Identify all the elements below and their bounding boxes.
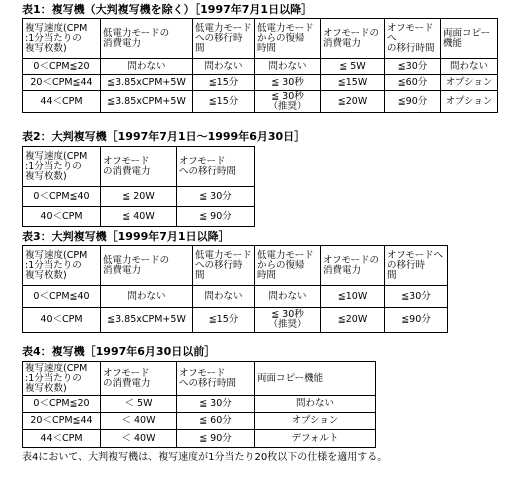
table-cell: ≦ 5W [321, 59, 385, 75]
table-cell: ≦ 30秒 （推奨） [255, 308, 321, 333]
table-row [23, 91, 498, 113]
table-row [23, 207, 255, 227]
table-cell: ≦ 30分 [177, 396, 255, 413]
table-row [23, 286, 448, 308]
table-cell: ≦20W [321, 308, 385, 333]
table3-title: 表3：大判複写機［1999年7月1日以降］ [22, 230, 230, 243]
table-cell: 40＜CPM [23, 308, 101, 333]
column-header: 低電力モードの 消費電力 [101, 246, 193, 286]
table-cell: ≦3.85xCPM+5W [101, 91, 193, 113]
table-cell: ＜ 40W [101, 430, 177, 448]
column-header: 複写速度(CPM :1分当たりの 複写枚数) [23, 362, 101, 396]
table-row [23, 59, 498, 75]
table-cell: 44＜CPM [23, 91, 101, 113]
table-cell: ≦ 30秒 [255, 75, 321, 91]
table-cell: ≦15分 [193, 91, 255, 113]
table-row [23, 396, 376, 413]
table-cell: オプション [441, 91, 498, 113]
table-cell: 0＜CPM≦20 [23, 59, 101, 75]
table-row [23, 187, 255, 207]
table3 [22, 245, 448, 333]
table-cell: デフォルト [255, 430, 376, 448]
table-cell: ≦ 40W [101, 207, 177, 227]
table1 [22, 18, 498, 113]
table-cell: 0＜CPM≦20 [23, 396, 101, 413]
table-cell: 問わない [255, 286, 321, 308]
table-cell: ≦30分 [385, 286, 448, 308]
table-cell: ≦30分 [385, 59, 441, 75]
table-cell: オプション [441, 75, 498, 91]
column-header: 両面コピー機能 [255, 362, 376, 396]
table-cell: 問わない [255, 396, 376, 413]
header-row [23, 246, 448, 286]
table-cell: ≦ 90分 [177, 430, 255, 448]
table-row [23, 308, 448, 333]
table-cell: ＜ 40W [101, 413, 177, 430]
table-cell: 0＜CPM≦40 [23, 286, 101, 308]
table-cell: ≦20W [321, 91, 385, 113]
table-row [23, 430, 376, 448]
table-cell: 問わない [255, 59, 321, 75]
table-cell: 20＜CPM≦44 [23, 75, 101, 91]
column-header: オフモード への移行時間 [177, 147, 255, 187]
column-header: 両面コピー 機能 [441, 19, 498, 59]
table-cell: 問わない [101, 286, 193, 308]
table-cell: ≦10W [321, 286, 385, 308]
table-cell: 問わない [193, 286, 255, 308]
column-header: オフモードの 消費電力 [321, 246, 385, 286]
column-header: オフモード の消費電力 [101, 147, 177, 187]
column-header: オフモードへ の移行時間 [385, 19, 441, 59]
table4 [22, 361, 376, 448]
table-cell: ≦ 90分 [177, 207, 255, 227]
column-header: オフモード への移行時間 [177, 362, 255, 396]
table-cell: 問わない [101, 59, 193, 75]
table1-title: 表1：複写機（大判複写機を除く）［1997年7月1日以降］ [22, 3, 313, 16]
header-row [23, 147, 255, 187]
table-cell: ≦15分 [193, 308, 255, 333]
table-cell: 44＜CPM [23, 430, 101, 448]
table-cell: ≦ 60分 [177, 413, 255, 430]
table-cell: ≦15分 [193, 75, 255, 91]
column-header: 低電力モードの 消費電力 [101, 19, 193, 59]
table-cell: ≦15W [321, 75, 385, 91]
table-cell: ≦3.85xCPM+5W [101, 308, 193, 333]
table-cell: ≦ 20W [101, 187, 177, 207]
column-header: 低電力モード からの復帰 時間 [255, 19, 321, 59]
table-cell: ≦90分 [385, 91, 441, 113]
table-row [23, 413, 376, 430]
table-cell: 20＜CPM≦44 [23, 413, 101, 430]
column-header: 複写速度(CPM :1分当たりの 複写枚数) [23, 19, 101, 59]
column-header: 複写速度(CPM :1分当たりの 複写枚数) [23, 246, 101, 286]
table4-title: 表4：複写機［1997年6月30日以前］ [22, 345, 216, 358]
table-cell: ≦ 30秒 （推奨） [255, 91, 321, 113]
column-header: オフモードへ の移行時 間 [385, 246, 448, 286]
table2 [22, 146, 255, 227]
column-header: オフモードの 消費電力 [321, 19, 385, 59]
column-header: 複写速度(CPM :1分当たりの 複写枚数) [23, 147, 101, 187]
table-cell: オプション [255, 413, 376, 430]
table-cell: ≦ 30分 [177, 187, 255, 207]
footnote: 表4において、大判複写機は、複写速度が1分当たり20枚以下の仕様を適用する。 [22, 452, 388, 463]
table-cell: ＜ 5W [101, 396, 177, 413]
table-row [23, 75, 498, 91]
column-header: 低電力モード への移行時 間 [193, 246, 255, 286]
table2-title: 表2：大判複写機［1997年7月1日～1999年6月30日］ [22, 130, 306, 143]
table-cell: 40＜CPM [23, 207, 101, 227]
header-row [23, 19, 498, 59]
header-row [23, 362, 376, 396]
table-cell: ≦90分 [385, 308, 448, 333]
table-cell: ≦60分 [385, 75, 441, 91]
table-cell: ≦3.85xCPM+5W [101, 75, 193, 91]
table-cell: 0＜CPM≦40 [23, 187, 101, 207]
column-header: 低電力モード からの復帰 時間 [255, 246, 321, 286]
column-header: 低電力モード への移行時 間 [193, 19, 255, 59]
column-header: オフモード の消費電力 [101, 362, 177, 396]
table-cell: 問わない [193, 59, 255, 75]
table-cell: 問わない [441, 59, 498, 75]
